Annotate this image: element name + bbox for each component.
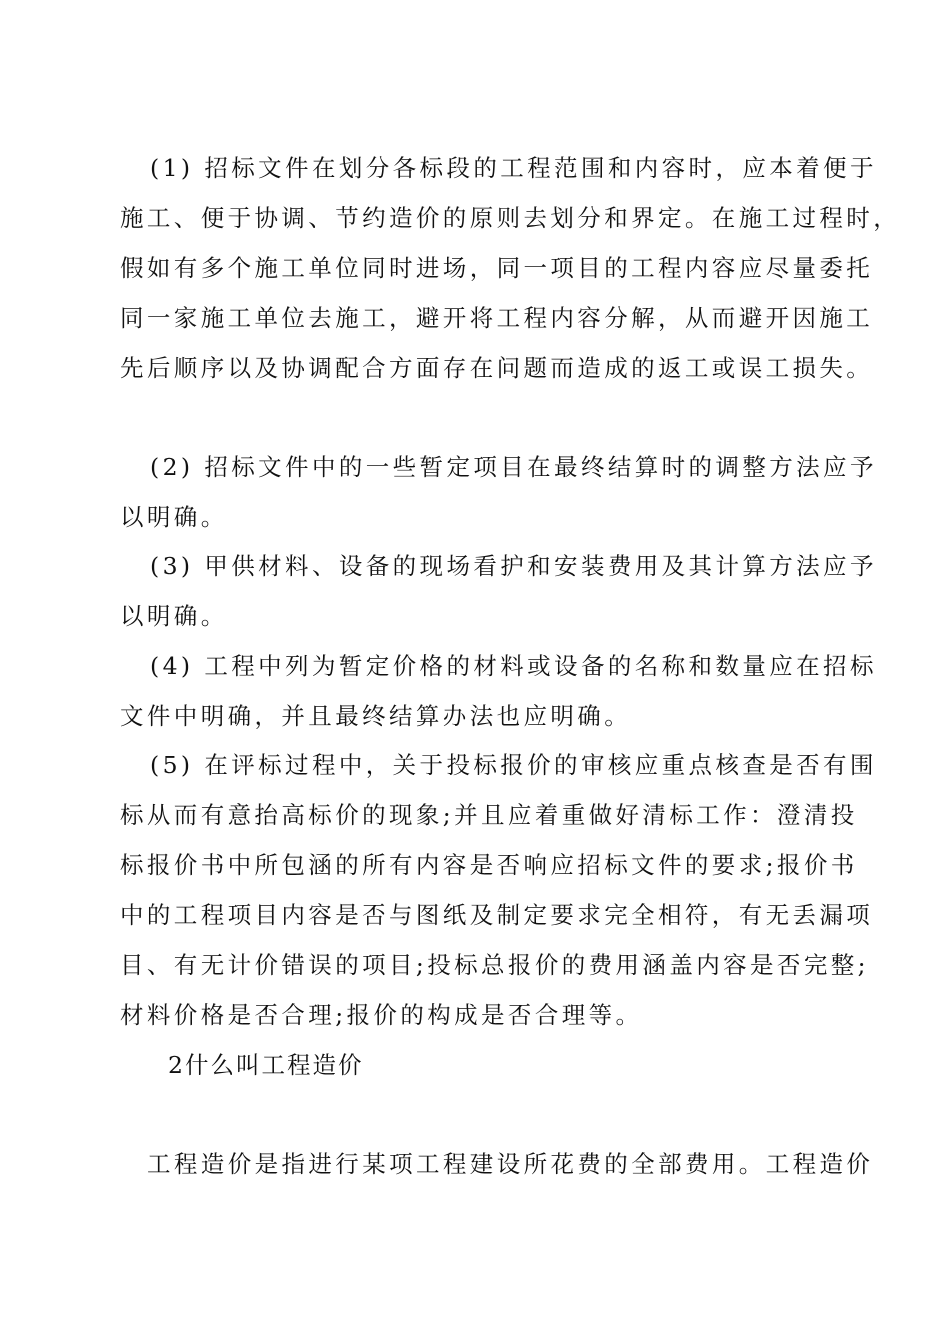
paragraph-1-line-2: 施工、便于协调、节约造价的原则去划分和界定。在施工过程时，	[120, 204, 901, 232]
paragraph-5-line-3: 标报价书中所包涵的所有内容是否响应招标文件的要求;报价书	[120, 851, 858, 879]
paragraph-1-line-5: 先后顺序以及协调配合方面存在问题而造成的返工或误工损失。	[120, 354, 874, 382]
paragraph-4-line-1: (4) 工程中列为暂定价格的材料或设备的名称和数量应在招标	[150, 652, 877, 680]
paragraph-5-line-6: 材料价格是否合理;报价的构成是否合理等。	[120, 1001, 643, 1029]
section-heading: 2什么叫工程造价	[168, 1051, 364, 1079]
paragraph-2-line-1: (2) 招标文件中的一些暂定项目在最终结算时的调整方法应予	[150, 453, 877, 481]
paragraph-3-line-1: (3) 甲供材料、设备的现场看护和安装费用及其计算方法应予	[150, 552, 877, 580]
paragraph-4-line-2: 文件中明确，并且最终结算办法也应明确。	[120, 702, 632, 730]
final-paragraph-line-1: 工程造价是指进行某项工程建设所花费的全部费用。工程造价	[147, 1150, 874, 1178]
paragraph-5-line-5: 目、有无计价错误的项目;投标总报价的费用涵盖内容是否完整;	[120, 951, 869, 979]
paragraph-1-line-1: (1) 招标文件在划分各标段的工程范围和内容时，应本着便于	[150, 154, 877, 182]
paragraph-2-line-2: 以明确。	[120, 503, 228, 531]
paragraph-5-line-4: 中的工程项目内容是否与图纸及制定要求完全相符，有无丢漏项	[120, 901, 874, 929]
paragraph-3-line-2: 以明确。	[120, 602, 228, 630]
paragraph-1-line-4: 同一家施工单位去施工，避开将工程内容分解，从而避开因施工	[120, 304, 874, 332]
paragraph-1-line-3: 假如有多个施工单位同时进场，同一项目的工程内容应尽量委托	[120, 254, 874, 282]
paragraph-5-line-1: (5) 在评标过程中，关于投标报价的审核应重点核查是否有围	[150, 751, 877, 779]
paragraph-5-line-2: 标从而有意抬高标价的现象;并且应着重做好清标工作：澄清投	[120, 801, 858, 829]
